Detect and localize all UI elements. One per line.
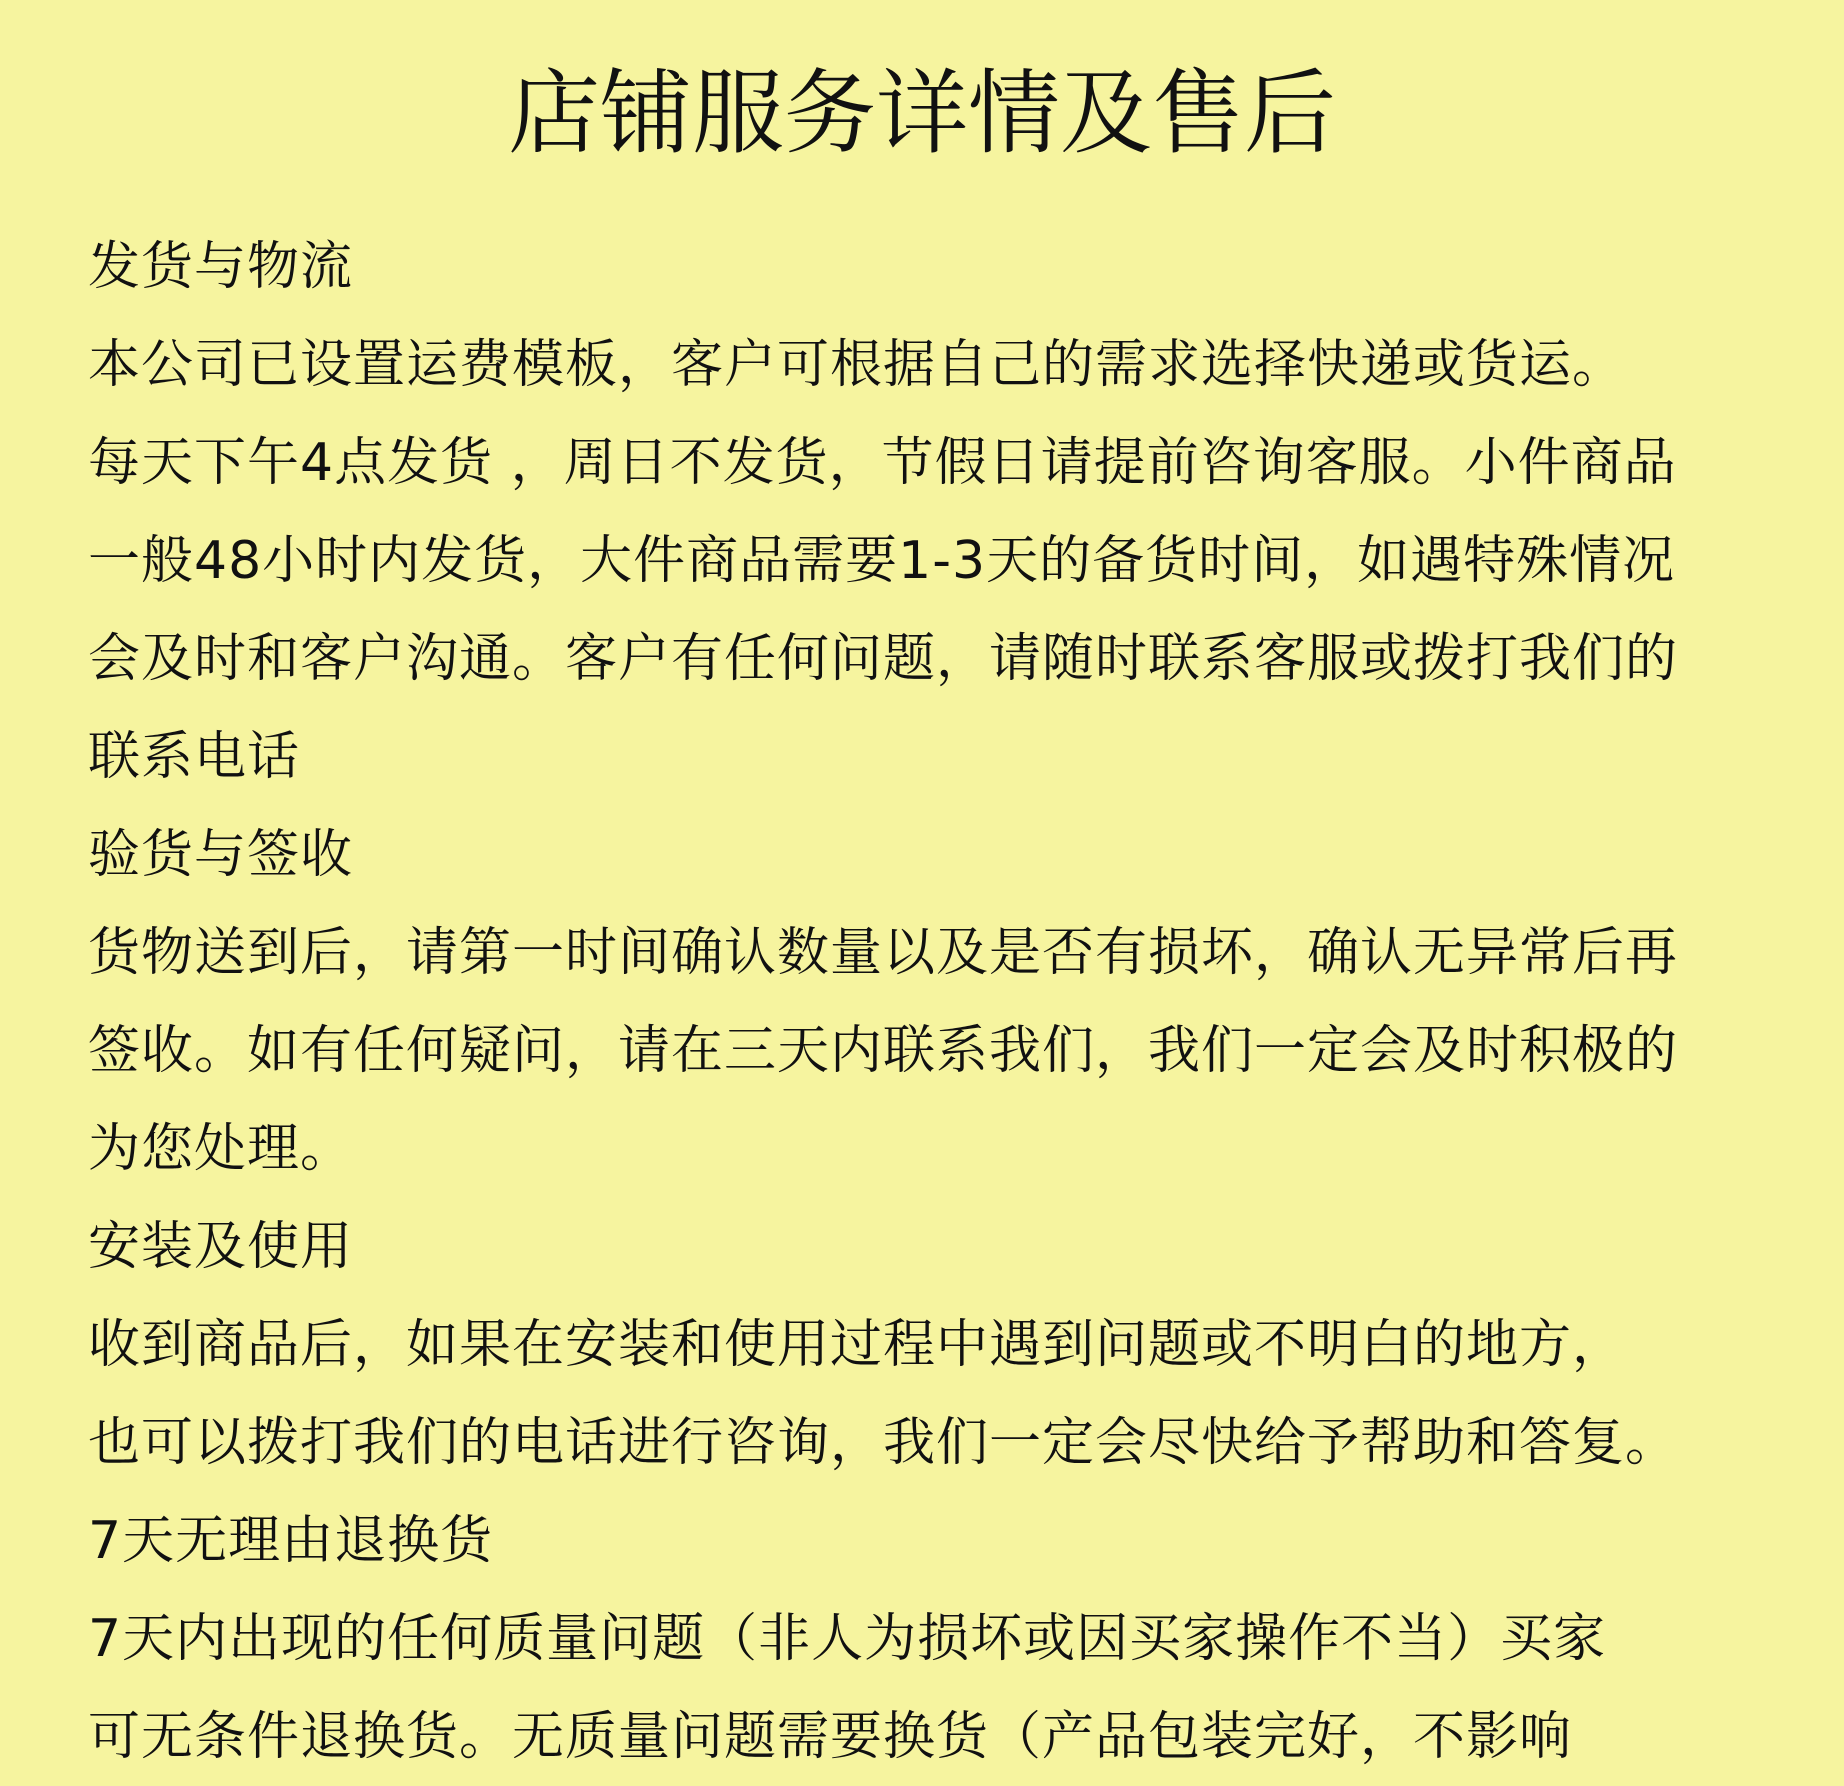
- shipping-text-line: 一般48小时内发货，大件商品需要1-3天的备货时间，如遇特殊情况: [88, 531, 1676, 591]
- shipping-text-line: 会及时和客户沟通。客户有任何问题，请随时联系客服或拨打我们的: [88, 629, 1679, 689]
- installation-text-line: 收到商品后，如果在安装和使用过程中遇到问题或不明白的地方，: [88, 1315, 1626, 1375]
- inspection-text-line: 签收。如有任何疑问，请在三天内联系我们，我们一定会及时积极的: [88, 1021, 1679, 1081]
- installation-text-line: 也可以拨打我们的电话进行咨询，我们一定会尽快给予帮助和答复。: [88, 1413, 1679, 1473]
- returns-text-line: 7天内出现的任何质量问题（非人为损坏或因买家操作不当）买家: [88, 1609, 1607, 1669]
- shipping-text-line: 每天下午4点发货 ，周日不发货，节假日请提前咨询客服。小件商品: [88, 433, 1677, 493]
- service-text-block: [88, 218, 1808, 1786]
- returns-text-line: 可无条件退换货。无质量问题需要换货（产品包装完好，不影响: [88, 1707, 1573, 1767]
- page-title: 店铺服务详情及售后: [507, 60, 1336, 167]
- section-heading-installation: 安装及使用: [88, 1217, 354, 1277]
- shipping-text-line: 联系电话: [88, 727, 301, 787]
- shipping-text-line: 本公司已设置运费模板，客户可根据自己的需求选择快递或货运。: [88, 335, 1626, 395]
- section-heading-shipping: 发货与物流: [88, 237, 354, 297]
- inspection-text-line: 货物送到后，请第一时间确认数量以及是否有损坏，确认无异常后再: [88, 923, 1679, 983]
- inspection-text-line: 为您处理。: [88, 1119, 354, 1179]
- section-heading-inspection: 验货与签收: [88, 825, 354, 885]
- section-heading-returns: 7天无理由退换货: [88, 1511, 494, 1571]
